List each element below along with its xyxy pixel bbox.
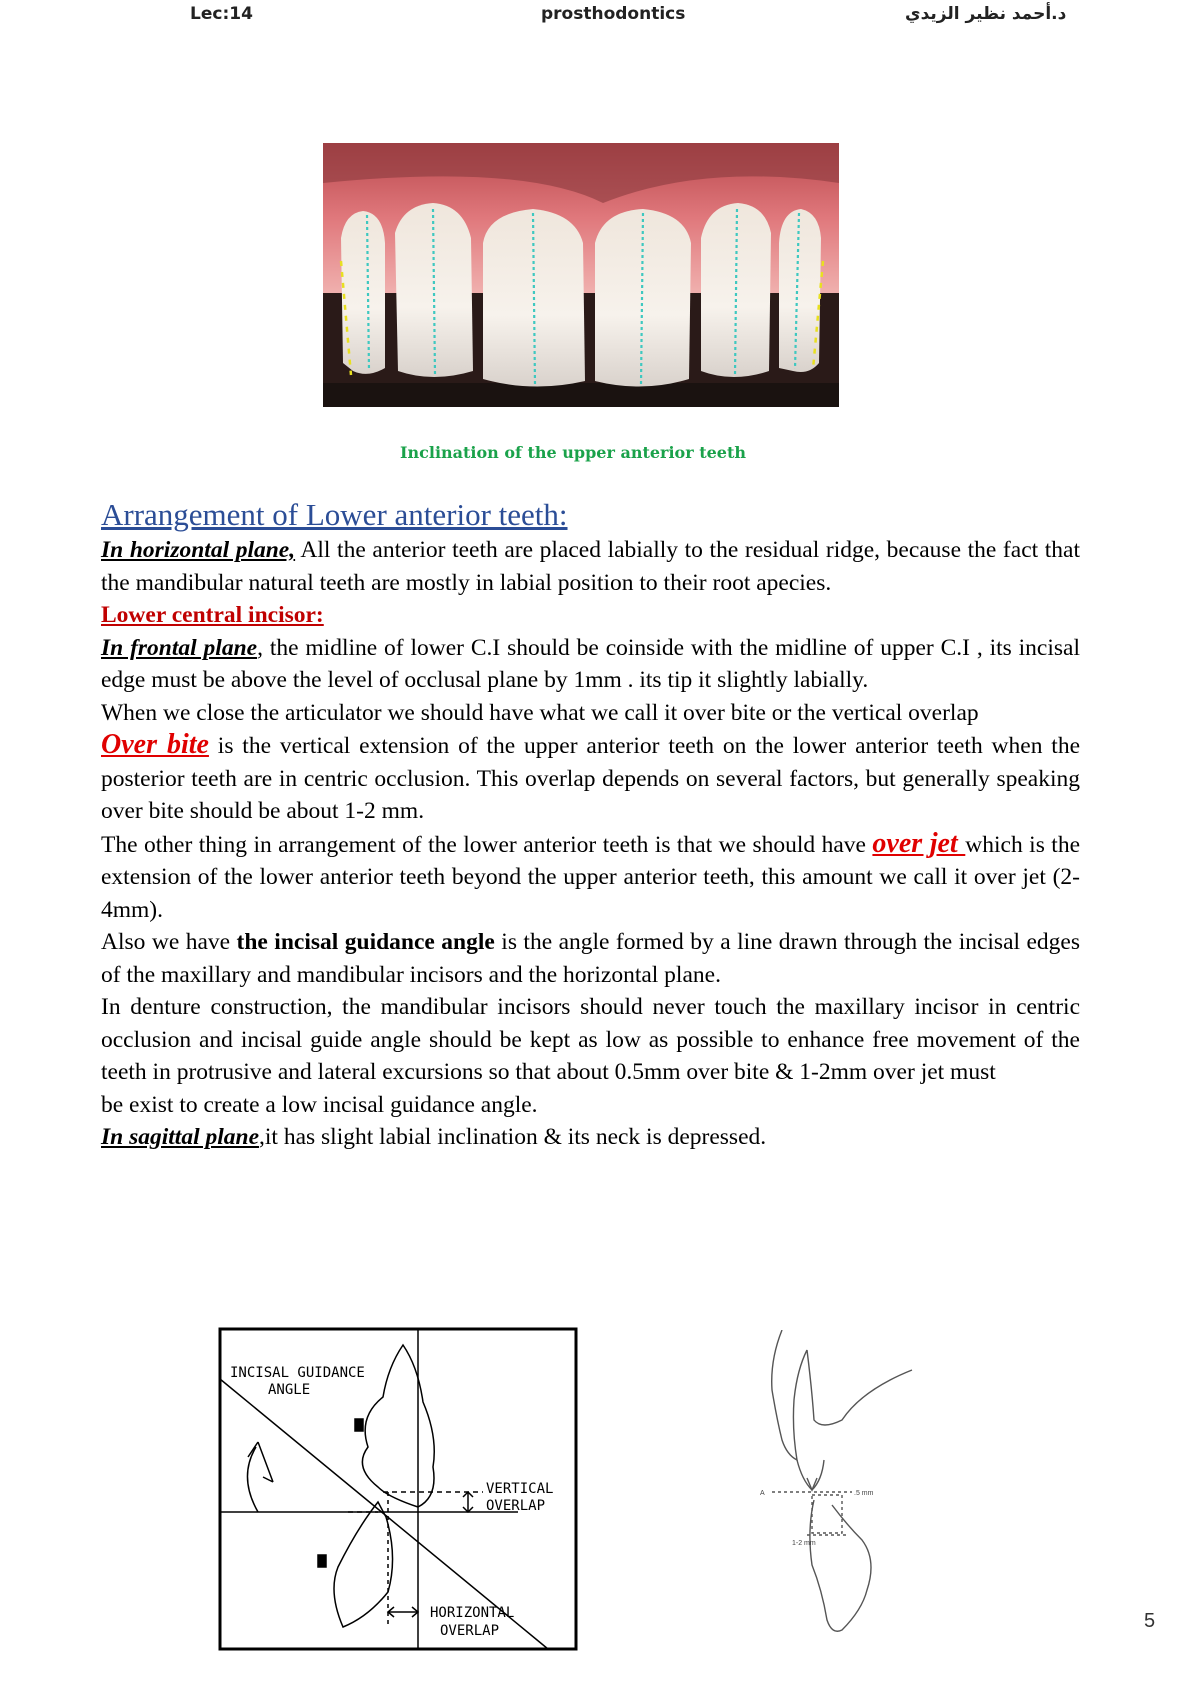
paragraph-frontal-plane <box>101 632 1080 697</box>
sagittal-plane-lead: In sagittal plane <box>101 1124 260 1150</box>
paragraph-overbite <box>101 729 1080 828</box>
incisal-guidance-diagram <box>218 1327 578 1651</box>
label-a: A <box>760 1490 765 1497</box>
document-body <box>101 496 1080 1154</box>
guidance-pre: Also we have <box>101 929 237 955</box>
label-half-mm: .5 mm <box>854 1490 874 1497</box>
paragraph-denture-construction: In denture construction, the mandibular incisors should never touch the maxillary incisor in centric occlusion and incisal guide angle should be kept as low as possible to enhance free movement of the teeth in protrusive and lateral excursions so that about 0.5mm over bite & 1-2mm over jet must <box>101 994 1080 1085</box>
author-name: د.أحمد نظير الزيدي <box>905 4 1067 24</box>
horizontal-plane-lead: In horizontal plane, <box>101 537 296 563</box>
page-number: 5 <box>1144 1610 1156 1632</box>
paragraph-sagittal-plane <box>101 1121 1080 1154</box>
paragraph-incisal-guidance <box>101 926 1080 991</box>
label-horizontal-overlap: OVERLAP <box>440 1623 500 1639</box>
lower-central-incisor-heading: Lower central incisor: <box>101 602 324 628</box>
frontal-plane-text: , the midline of lower C.I should be coinside with the midline of upper C.I , its incisal edge must be above the level of occlusal plane by 1mm . its tip it slightly labially. <box>101 634 1080 693</box>
section-title: Arrangement of Lower anterior teeth: <box>101 497 568 532</box>
sagittal-plane-text: ,it has slight labial inclination & its neck is depressed. <box>259 1124 767 1150</box>
upper-anterior-teeth-photo <box>323 143 839 407</box>
label-angle: ANGLE <box>268 1382 311 1398</box>
frontal-plane-lead: In frontal plane <box>101 634 258 661</box>
label-incisal-guidance: INCISAL GUIDANCE <box>230 1365 365 1381</box>
guidance-term: the incisal guidance angle <box>236 929 495 955</box>
paragraph-articulator: When we close the articulator we should have what we call it over bite or the vertical overlap <box>101 699 979 726</box>
paragraph-horizontal-plane <box>101 534 1080 599</box>
label-vertical-overlap: OVERLAP <box>486 1498 546 1514</box>
label-one-two-mm: 1-2 mm <box>792 1540 816 1547</box>
label-horizontal: HORIZONTAL <box>430 1605 515 1621</box>
paragraph-overjet <box>101 828 1080 927</box>
overjet-intro: The other thing in arrangement of the lower anterior teeth is that we should have <box>101 831 873 858</box>
figure-caption: Inclination of the upper anterior teeth <box>400 443 746 462</box>
subject-title: prosthodontics <box>541 4 686 24</box>
overbite-term: Over bite <box>101 729 209 760</box>
overjet-term: over jet <box>872 827 966 859</box>
incisor-profile-diagram <box>752 1330 932 1640</box>
lecture-number: Lec:14 <box>190 4 253 24</box>
paragraph-denture-construction-cont: be exist to create a low incisal guidance angle. <box>101 1091 538 1118</box>
guidance-text: is the angle formed by a line drawn through the incisal edges of the maxillary and mandibular incisors and the horizontal plane. <box>101 929 1080 988</box>
overjet-text: which is the extension of the lower anterior teeth beyond the upper anterior teeth, this amount we call it over jet (2-4mm). <box>101 831 1081 923</box>
label-vertical: VERTICAL <box>486 1481 554 1497</box>
overbite-text: is the vertical extension of the upper anterior teeth on the lower anterior teeth when the posterior teeth are in centric occlusion. This overlap depends on several factors, but generally speaking over bite should be about 1-2 mm. <box>101 733 1080 824</box>
horizontal-plane-text: All the anterior teeth are placed labially to the residual ridge, because the fact that the mandibular natural teeth are mostly in labial position to their root apecies. <box>101 537 1080 596</box>
